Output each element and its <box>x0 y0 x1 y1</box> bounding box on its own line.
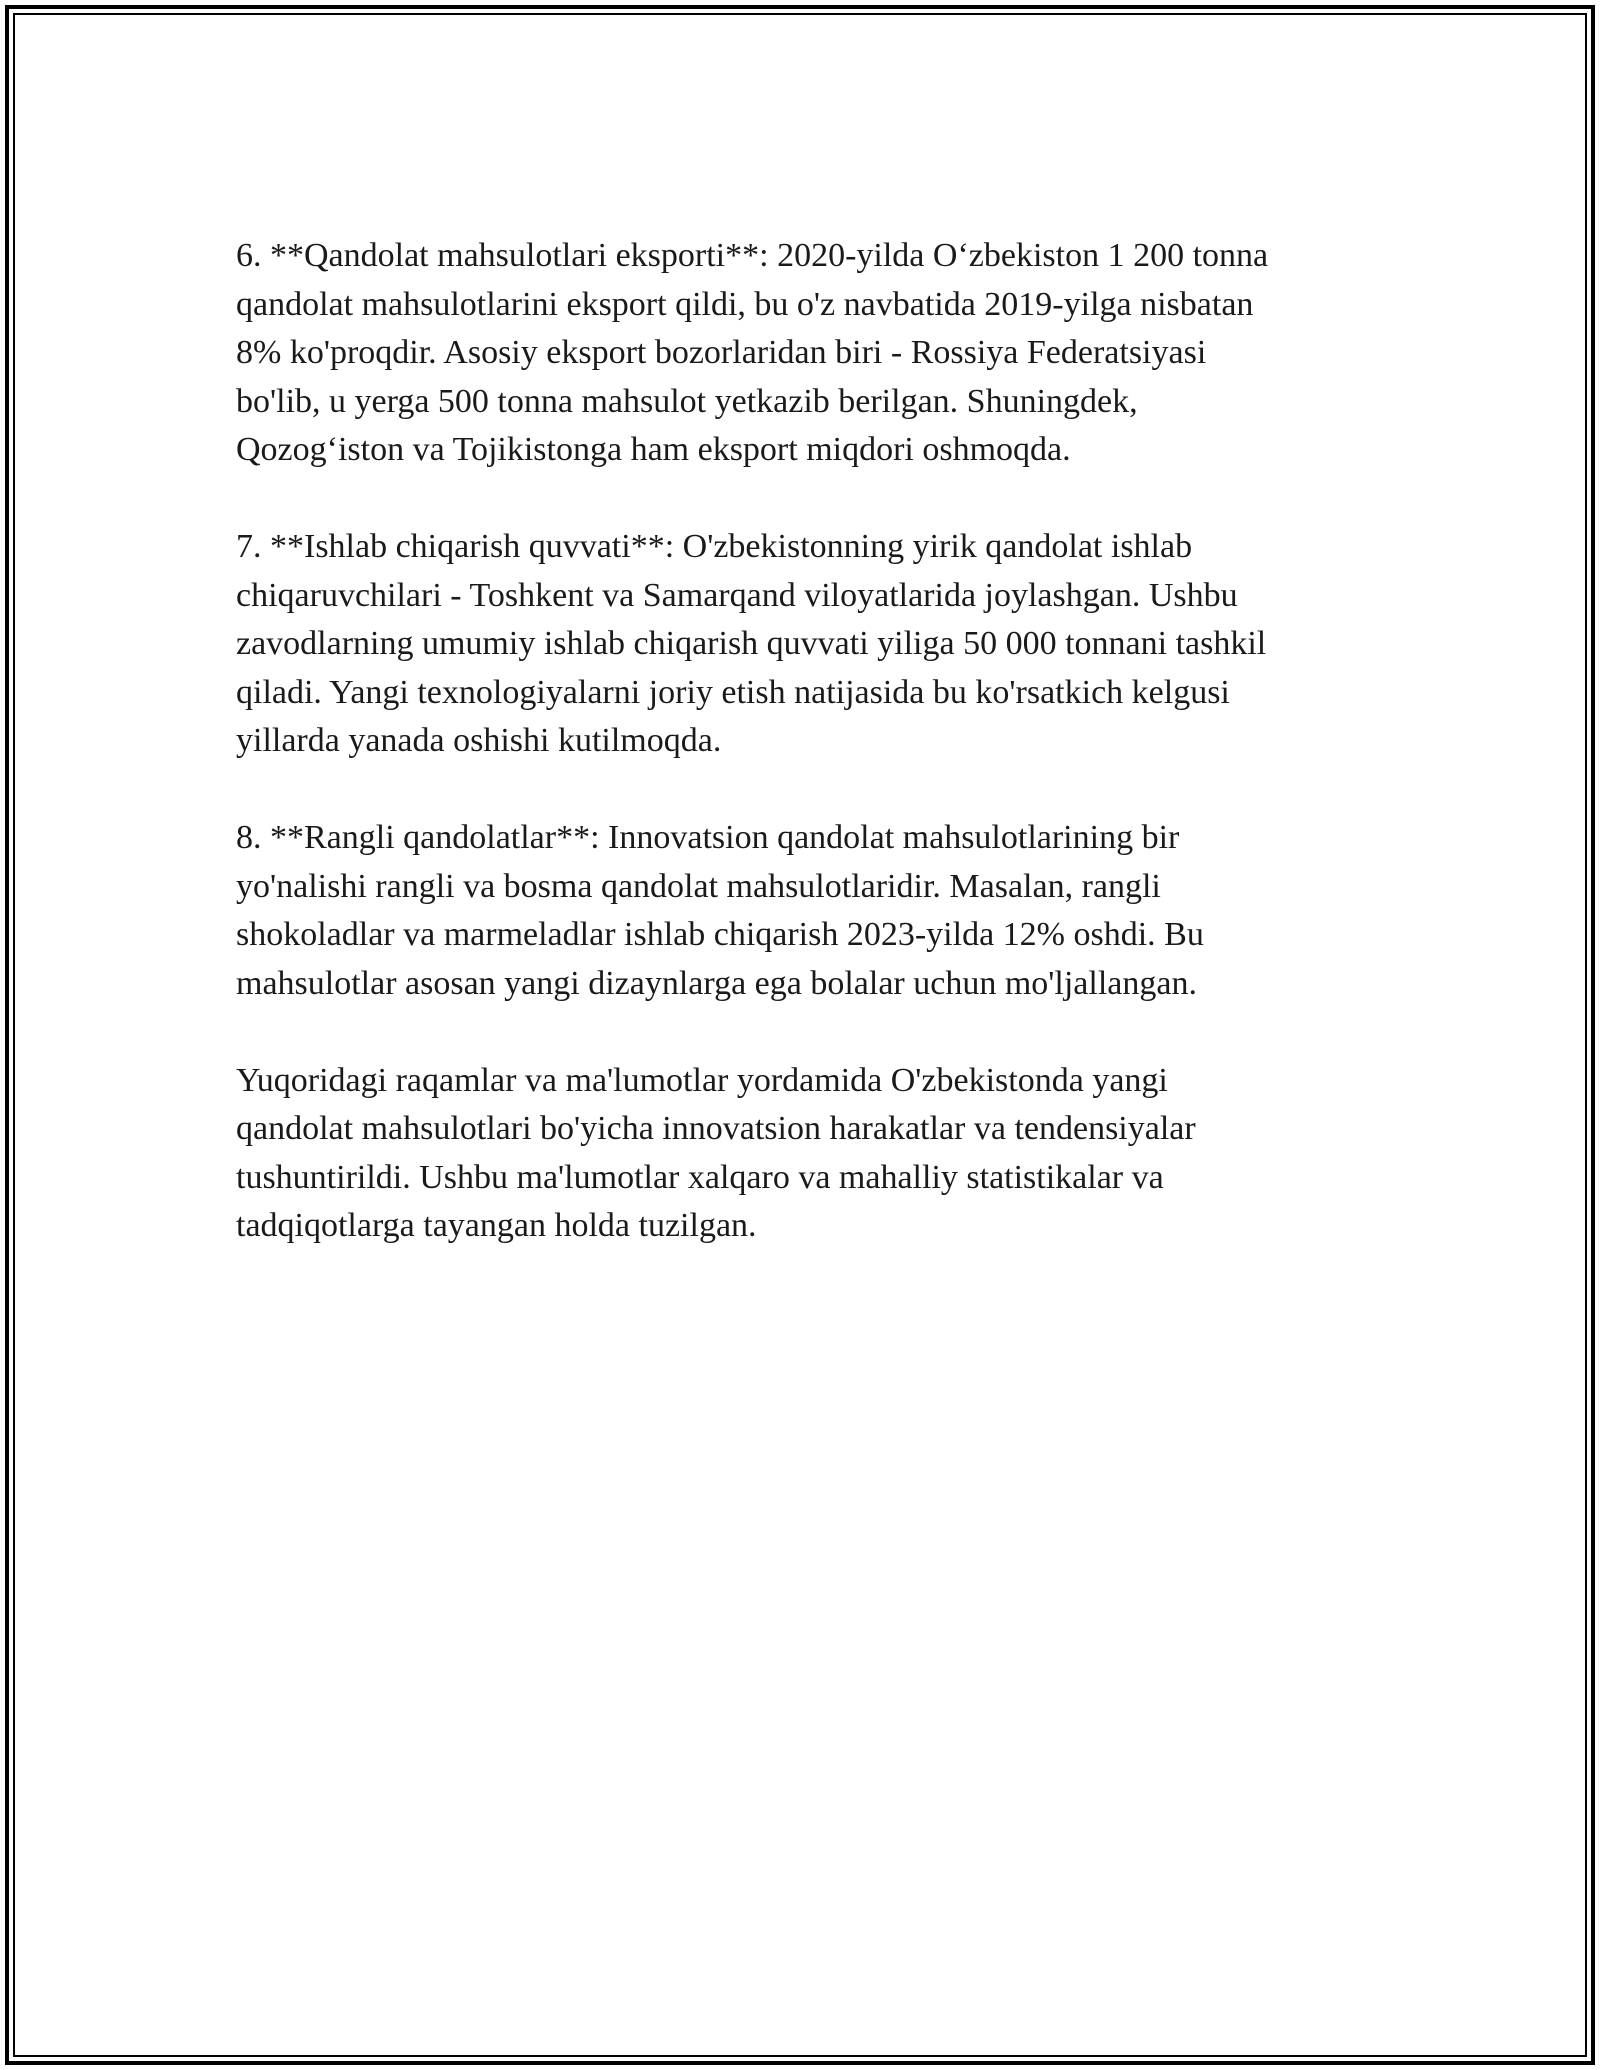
paragraph-production-capacity <box>236 523 1366 766</box>
paragraph-conclusion <box>236 1057 1366 1251</box>
text-line: Yuqoridagi raqamlar va ma'lumotlar yordamida O'zbekistonda yangi <box>236 1061 1168 1099</box>
text-line: qandolat mahsulotlarini eksport qildi, bu o'z navbatida 2019-yilga nisbatan <box>236 285 1254 323</box>
paragraph-export <box>236 232 1366 475</box>
text-line: zavodlarning umumiy ishlab chiqarish quvvati yiliga 50 000 tonnani tashkil <box>236 625 1267 662</box>
text-line: 7. **Ishlab chiqarish quvvati**: O'zbekistonning yirik qandolat ishlab <box>236 528 1193 565</box>
text-line: chiqaruvchilari - Toshkent va Samarqand viloyatlarida joylashgan. Ushbu <box>236 576 1238 614</box>
text-line: tadqiqotlarga tayangan holda tuzilgan. <box>236 1207 757 1244</box>
text-line: tushuntirildi. Ushbu ma'lumotlar xalqaro va mahalliy statistikalar va <box>236 1158 1164 1196</box>
text-line: qandolat mahsulotlari bo'yicha innovatsion harakatlar va tendensiyalar <box>236 1110 1196 1147</box>
text-line: 6. **Qandolat mahsulotlari eksporti**: 2020-yilda O‘zbekiston 1 200 tonna <box>236 237 1269 274</box>
document-body <box>236 232 1366 1299</box>
paragraph-colored-confectionery <box>236 814 1366 1008</box>
text-line: Qozog‘iston va Tojikistonga ham eksport miqdori oshmoqda. <box>236 431 1071 468</box>
text-line: qiladi. Yangi texnologiyalarni joriy etish natijasida bu ko'rsatkich kelgusi <box>236 673 1230 711</box>
text-line: 8% ko'proqdir. Asosiy eksport bozorlaridan biri - Rossiya Federatsiyasi <box>236 334 1207 371</box>
text-line: shokoladlar va marmeladlar ishlab chiqarish 2023-yilda 12% oshdi. Bu <box>236 916 1204 953</box>
text-line: 8. **Rangli qandolatlar**: Innovatsion qandolat mahsulotlarining bir <box>236 819 1180 856</box>
text-line: bo'lib, u yerga 500 tonna mahsulot yetkazib berilgan. Shuningdek, <box>236 382 1138 420</box>
text-line: yillarda yanada oshishi kutilmoqda. <box>236 722 722 759</box>
text-line: yo'nalishi rangli va bosma qandolat mahsulotlaridir. Masalan, rangli <box>236 867 1161 905</box>
text-line: mahsulotlar asosan yangi dizaynlarga ega bolalar uchun mo'ljallangan. <box>236 964 1197 1002</box>
